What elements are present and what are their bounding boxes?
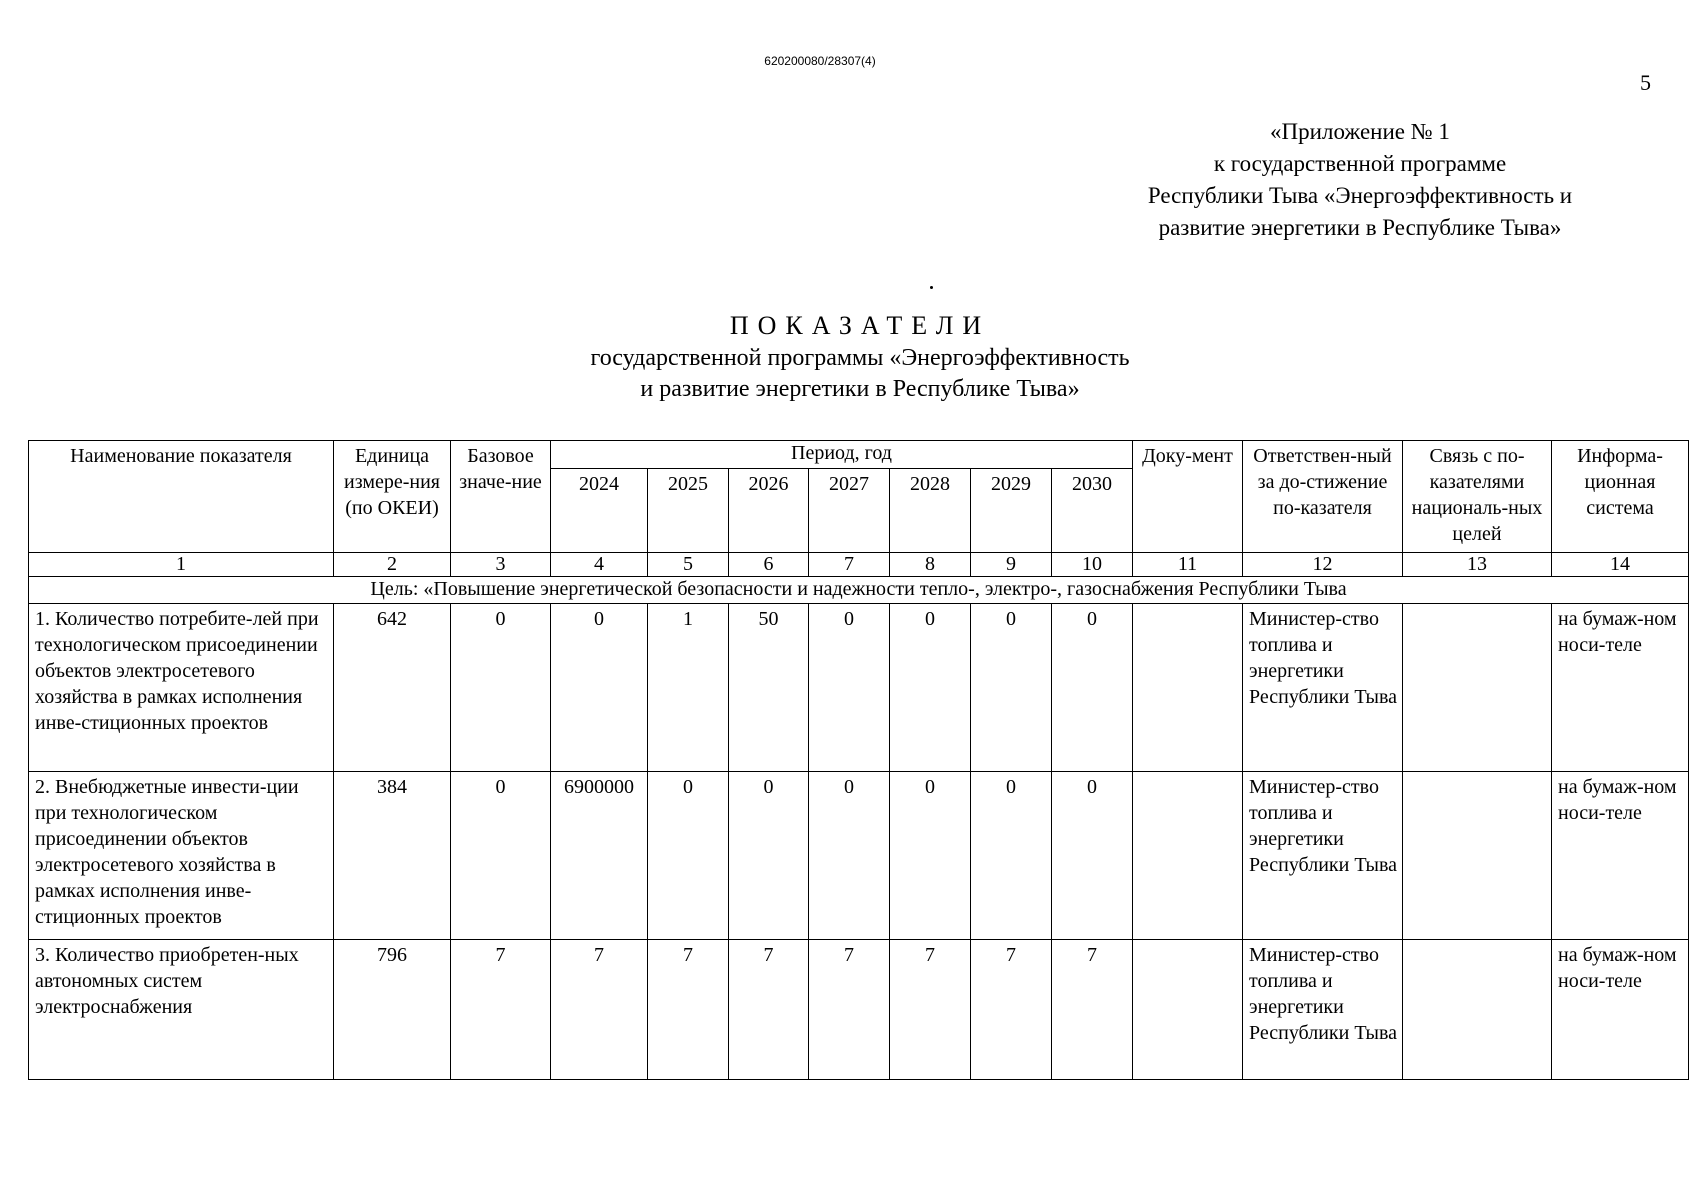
indicator-document [1133,772,1243,940]
column-number: 5 [648,553,729,577]
column-numbers-row [29,553,1689,577]
column-number: 12 [1243,553,1403,577]
indicator-base: 7 [451,940,551,1080]
header-year: 2024 [551,469,648,553]
indicator-value: 7 [1052,940,1133,1080]
table-row [29,772,1689,940]
header-info: Информа-ционная система [1552,441,1689,553]
indicator-value: 1 [648,604,729,772]
header-period: Период, год [551,441,1133,469]
indicator-unit: 642 [334,604,451,772]
header-responsible: Ответствен-ный за до-стижение по-казателя [1243,441,1403,553]
column-number: 4 [551,553,648,577]
indicator-value: 7 [551,940,648,1080]
indicator-name: 1. Количество потребите-лей при технологическом присоединении объектов электросетевого хозяйства в рамках исполнения инве-стиционных проектов [29,604,334,772]
indicator-value: 7 [890,940,971,1080]
indicator-document [1133,604,1243,772]
indicator-value: 0 [551,604,648,772]
goal-row [29,577,1689,604]
indicator-value: 7 [729,940,809,1080]
header-base: Базовое значе-ние [451,441,551,553]
indicator-value: 0 [1052,604,1133,772]
indicator-name: 3. Количество приобретен-ных автономных систем электроснабжения [29,940,334,1080]
header-year: 2030 [1052,469,1133,553]
column-number: 1 [29,553,334,577]
indicator-value: 0 [729,772,809,940]
indicator-responsible: Министер-ство топлива и энергетики Республики Тыва [1243,940,1403,1080]
column-number: 9 [971,553,1052,577]
indicator-info: на бумаж-ном носи-теле [1552,772,1689,940]
header-year: 2027 [809,469,890,553]
indicator-value: 0 [971,604,1052,772]
stray-dot [930,286,933,289]
header-year: 2025 [648,469,729,553]
indicator-value: 0 [648,772,729,940]
indicator-responsible: Министер-ство топлива и энергетики Республики Тыва [1243,772,1403,940]
header-year: 2026 [729,469,809,553]
appendix-line: Республики Тыва «Энергоэффективность и [1147,183,1573,208]
appendix-line: развитие энергетики в Республике Тыва» [1158,215,1562,240]
header-year: 2028 [890,469,971,553]
title-main: ПОКАЗАТЕЛИ [729,311,991,340]
header-row [29,441,1689,469]
page-number: 5 [1640,70,1651,95]
indicator-value: 0 [971,772,1052,940]
indicator-value: 6900000 [551,772,648,940]
indicator-value: 0 [809,772,890,940]
column-number: 7 [809,553,890,577]
indicator-value: 7 [809,940,890,1080]
document-title [460,310,1260,405]
indicator-document [1133,940,1243,1080]
appendix-line: «Приложение № 1 [1270,119,1450,144]
indicator-value: 0 [809,604,890,772]
indicator-link [1403,940,1552,1080]
appendix-heading [1080,116,1640,244]
document-code: 620200080/28307(4) [764,54,876,68]
header-document: Доку-мент [1133,441,1243,553]
header-name: Наименование показателя [29,441,334,553]
header-year: 2029 [971,469,1052,553]
table-row [29,940,1689,1080]
indicator-info: на бумаж-ном носи-теле [1552,604,1689,772]
indicator-value: 0 [890,772,971,940]
goal-text: Цель: «Повышение энергетической безопасности и надежности тепло-, электро-, газоснабжения Республики Тыва [29,577,1689,604]
header-unit: Единица измере-ния (по ОКЕИ) [334,441,451,553]
indicator-base: 0 [451,604,551,772]
title-line: государственной программы «Энергоэффективность [590,345,1130,371]
indicator-value: 7 [648,940,729,1080]
column-number: 3 [451,553,551,577]
column-number: 14 [1552,553,1689,577]
indicator-link [1403,772,1552,940]
indicator-unit: 384 [334,772,451,940]
indicator-value: 50 [729,604,809,772]
table-row [29,604,1689,772]
column-number: 13 [1403,553,1552,577]
indicator-value: 0 [1052,772,1133,940]
appendix-line: к государственной программе [1213,151,1507,176]
title-line: и развитие энергетики в Республике Тыва» [640,376,1080,402]
indicator-responsible: Министер-ство топлива и энергетики Республики Тыва [1243,604,1403,772]
indicator-value: 7 [971,940,1052,1080]
indicator-unit: 796 [334,940,451,1080]
indicators-table [28,440,1689,1080]
indicator-base: 0 [451,772,551,940]
indicator-link [1403,604,1552,772]
header-link: Связь с по-казателями националь-ных целей [1403,441,1552,553]
indicator-value: 0 [890,604,971,772]
column-number: 8 [890,553,971,577]
column-number: 6 [729,553,809,577]
column-number: 11 [1133,553,1243,577]
column-number: 2 [334,553,451,577]
indicator-info: на бумаж-ном носи-теле [1552,940,1689,1080]
column-number: 10 [1052,553,1133,577]
indicator-name: 2. Внебюджетные инвести-ции при технологическом присоединении объектов электросетевого хозяйства в рамках исполнения инве-стиционных проектов [29,772,334,940]
